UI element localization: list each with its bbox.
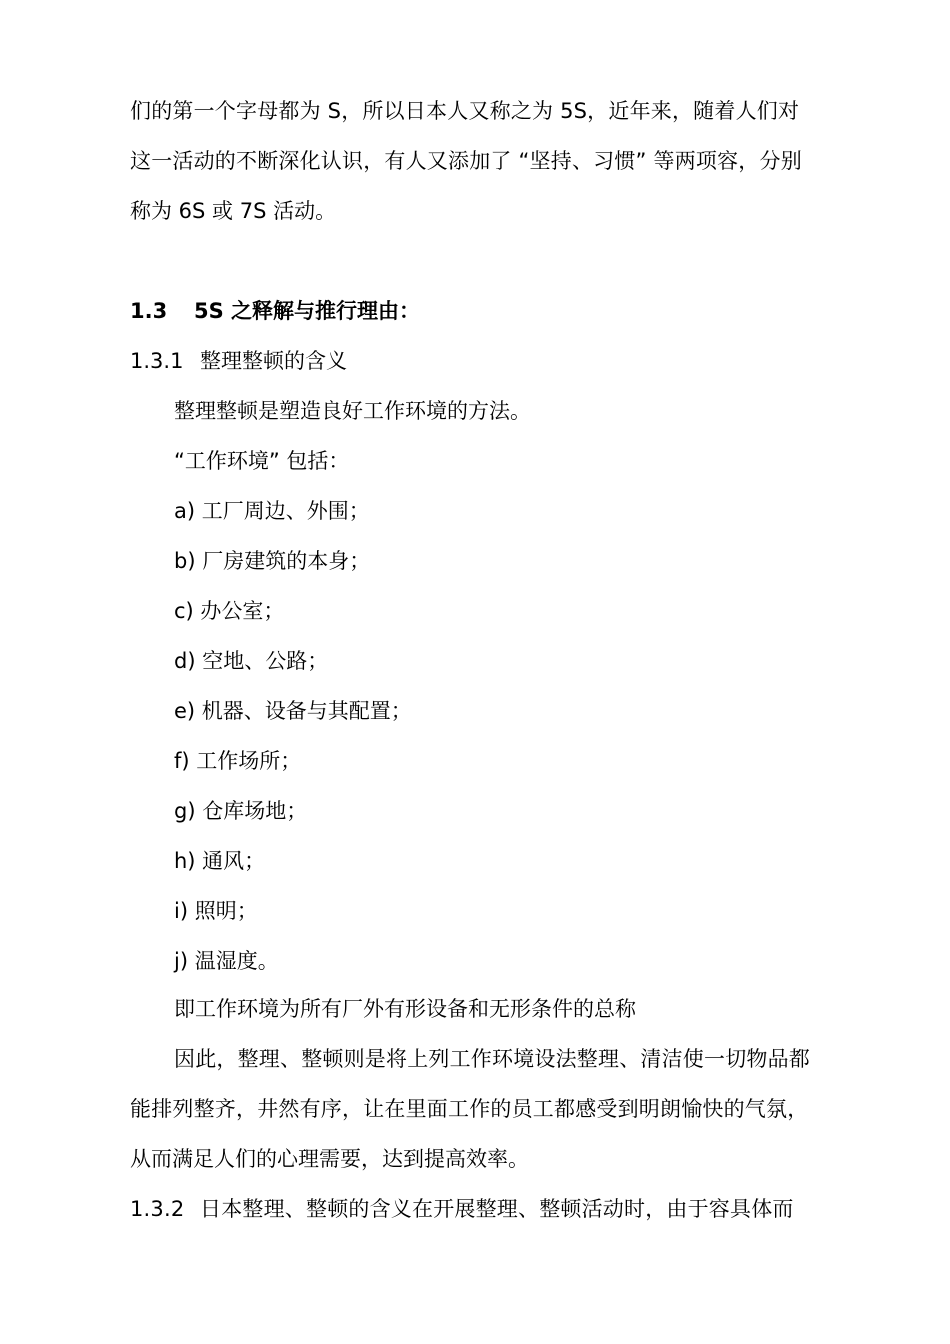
list-item: b) 厂房建筑的本身； (174, 549, 371, 573)
list-item: e) 机器、设备与其配置； (174, 699, 412, 723)
conclusion-line-1: 因此，整理、整顿则是将上列工作环境设法整理、清洁使一切物品都 (174, 1047, 810, 1071)
subsection-number: 1.3.2 (130, 1197, 185, 1221)
list-item: j) 温湿度。 (174, 949, 279, 973)
conclusion-line-2: 能排列整齐，井然有序，让在里面工作的员工都感受到明朗愉快的气氛， (130, 1097, 809, 1121)
definition-text: 整理整顿是塑造良好工作环境的方法。 (174, 399, 531, 423)
list-item: a) 工厂周边、外围； (174, 499, 370, 523)
subsection-title: 整理整顿的含义 (200, 349, 347, 373)
intro-line-3: 称为 6S 或 7S 活动。 (130, 199, 337, 223)
intro-line-1: 们的第一个字母都为 S，所以日本人又称之为 5S，近年来，随着人们对 (130, 99, 800, 123)
list-item: i) 照明； (174, 899, 258, 923)
list-item: g) 仓库场地； (174, 799, 308, 823)
list-intro: “工作环境” 包括： (174, 449, 350, 473)
section-title: 5S 之释解与推行理由： (194, 299, 421, 323)
summary-text: 即工作环境为所有厂外有形设备和无形条件的总称 (174, 997, 636, 1021)
list-item: h) 通风； (174, 849, 266, 873)
subsection-number: 1.3.1 (130, 349, 184, 373)
section-number: 1.3 (130, 299, 168, 323)
list-item: f) 工作场所； (174, 749, 302, 773)
list-item: c) 办公室； (174, 599, 285, 623)
conclusion-line-3: 从而满足人们的心理需要，达到提高效率。 (130, 1147, 529, 1171)
subsection-text: 日本整理、整顿的含义在开展整理、整顿活动时，由于容具体而 (200, 1197, 794, 1221)
section-heading-1-3 (130, 296, 850, 326)
intro-line-2: 这一活动的不断深化认识，有人又添加了 “坚持、习惯” 等两项容，分别 (130, 149, 802, 173)
subsection-heading-1-3-1 (130, 346, 850, 376)
subsection-heading-1-3-2 (130, 1194, 850, 1224)
list-item: d) 空地、公路； (174, 649, 329, 673)
